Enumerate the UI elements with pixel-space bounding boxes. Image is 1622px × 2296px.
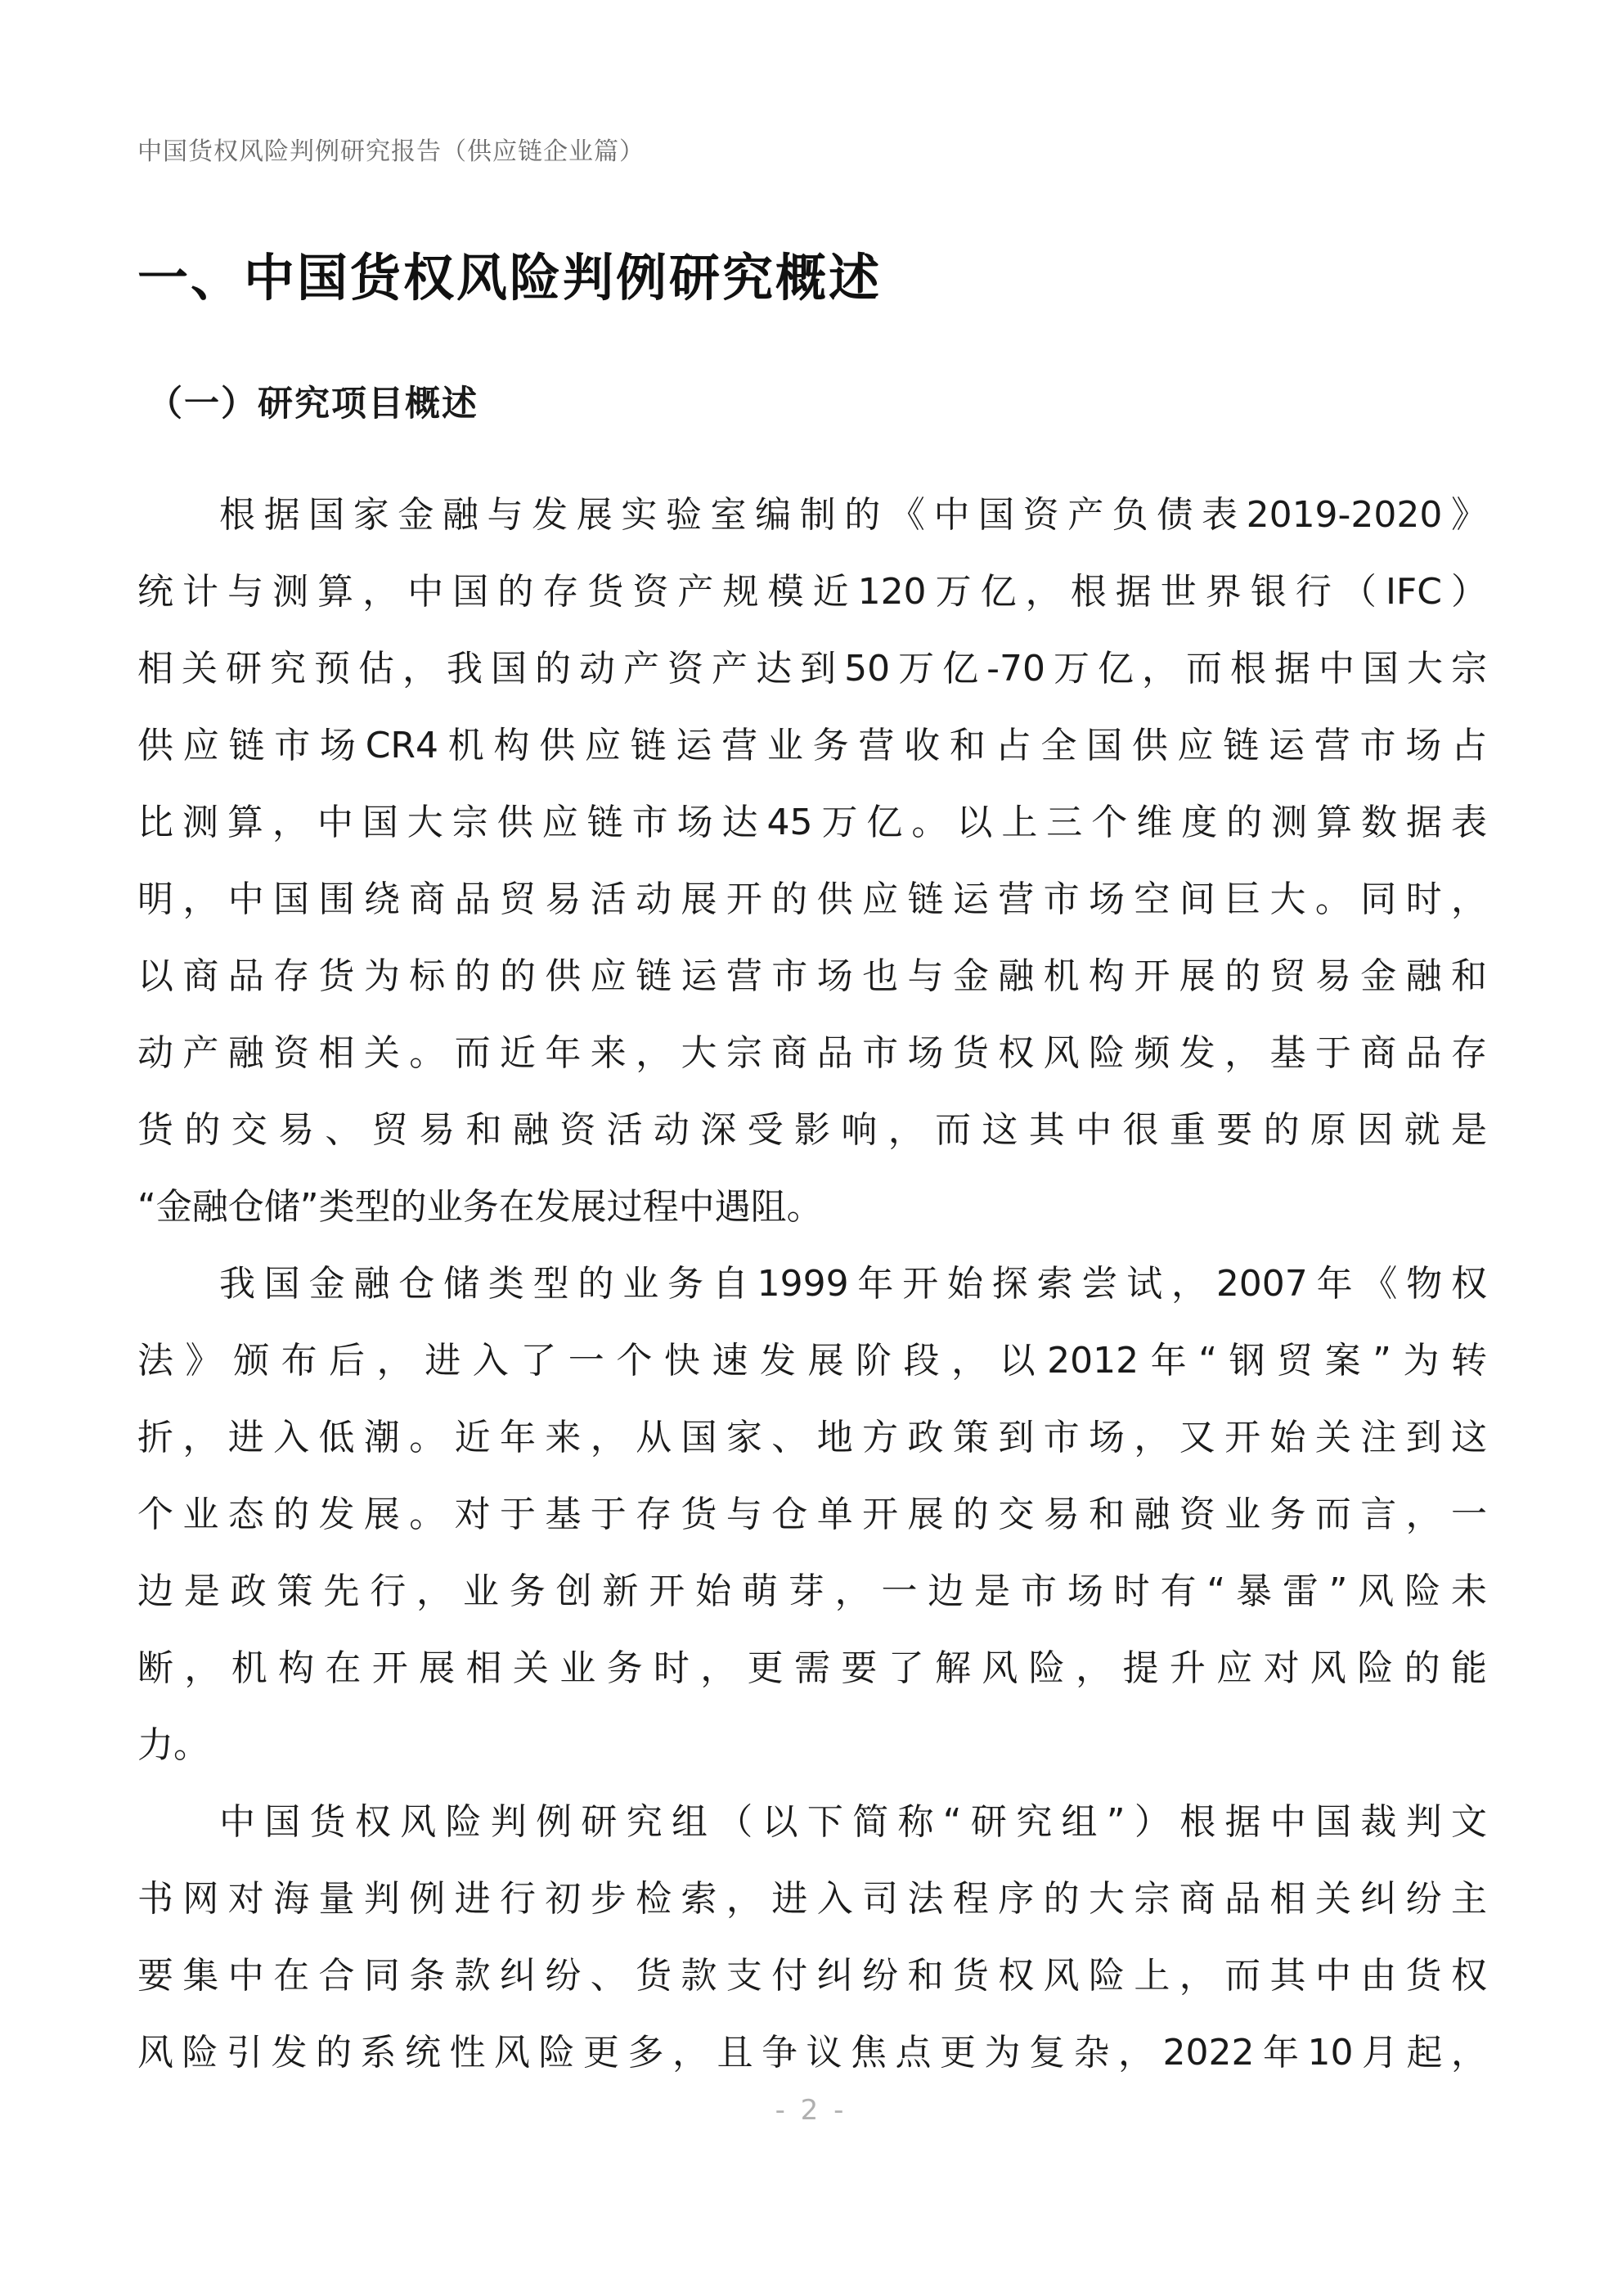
body-line: 边是政策先行，业务创新开始萌芽，一边是市场时有“暴雷”风险未 [137,1570,1487,1612]
body-line: 力。 [137,1724,209,1766]
body-line: “金融仓储”类型的业务在发展过程中遇阻。 [137,1186,823,1228]
body-line: 书网对海量判例进行初步检索，进入司法程序的大宗商品相关纠纷主 [137,1878,1487,1920]
section-title: （一）研究项目概述 [147,384,479,425]
body-line: 要集中在合同条款纠纷、货款支付纠纷和货权风险上，而其中由货权 [137,1955,1487,1997]
body-line: 比测算，中国大宗供应链市场达45万亿。以上三个维度的测算数据表 [137,802,1487,843]
body-line: 以商品存货为标的的供应链运营市场也与金融机构开展的贸易金融和 [137,955,1487,997]
body-line: 货的交易、贸易和融资活动深受影响，而这其中很重要的原因就是 [137,1109,1487,1151]
body-line: 相关研究预估，我国的动产资产达到50万亿-70万亿，而根据中国大宗 [137,648,1487,690]
body-line: 我国金融仓储类型的业务自1999年开始探索尝试，2007年《物权 [219,1263,1487,1305]
body-line: 动产融资相关。而近年来，大宗商品市场货权风险频发，基于商品存 [137,1032,1487,1074]
body-line: 明，中国围绕商品贸易活动展开的供应链运营市场空间巨大。同时， [137,878,1487,920]
body-line: 断，机构在开展相关业务时，更需要了解风险，提升应对风险的能 [137,1647,1487,1689]
body-text [137,477,1487,2092]
chapter-title: 一、中国货权风险判例研究概述 [137,248,883,308]
body-line: 风险引发的系统性风险更多，且争议焦点更为复杂，2022年10月起， [137,2032,1487,2074]
body-line: 法》颁布后，进入了一个快速发展阶段，以2012年“钢贸案”为转 [137,1340,1487,1382]
page-number: - 2 - [775,2094,847,2127]
body-line: 中国货权风险判例研究组（以下简称“研究组”）根据中国裁判文 [219,1801,1487,1843]
body-line: 个业态的发展。对于基于存货与仓单开展的交易和融资业务而言，一 [137,1494,1487,1535]
body-line: 供应链市场CR4机构供应链运营业务营收和占全国供应链运营市场占 [137,725,1487,766]
running-header: 中国货权风险判例研究报告（供应链企业篇） [137,137,645,166]
body-line: 统计与测算，中国的存货资产规模近120万亿，根据世界银行（IFC） [137,571,1487,613]
body-line: 根据国家金融与发展实验室编制的《中国资产负债表2019-2020》 [219,494,1487,536]
body-line: 折，进入低潮。近年来，从国家、地方政策到市场，又开始关注到这 [137,1417,1487,1458]
